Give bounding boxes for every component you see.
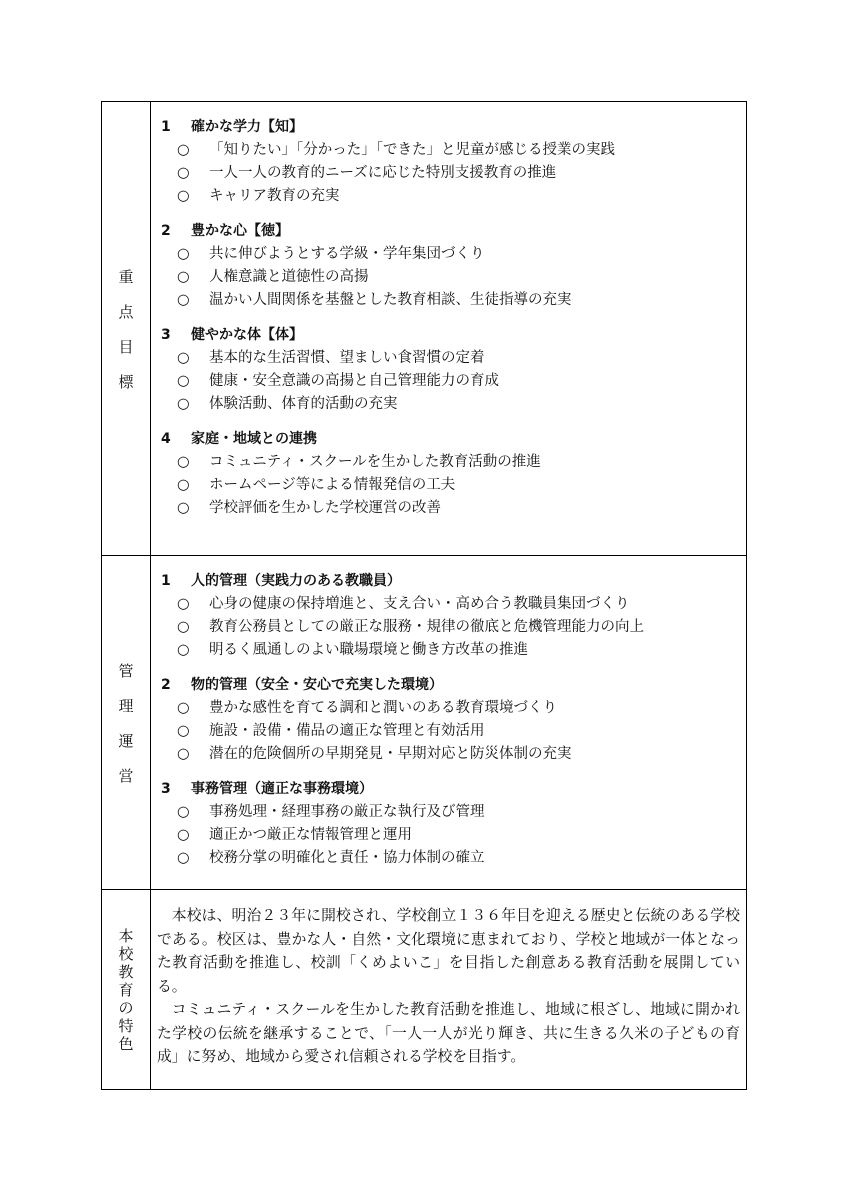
list-item [177,243,738,266]
list-item [177,743,738,766]
goals-row [102,102,747,556]
goals-item-list [161,139,738,208]
item-text: 心身の健康の保持増進と、支え合い・高め合う教職員集団づくり [209,596,630,612]
management-row [102,556,747,890]
item-text: 適正かつ厳正な情報管理と運用 [209,827,412,843]
management-label-char: 運 [118,731,134,750]
group-title: 豊かな心【徳】 [191,223,289,239]
group-number: 2 [161,223,171,239]
goals-label-char: 目 [118,337,134,356]
bullet-icon: ○ [177,500,190,516]
bullet-icon: ○ [177,642,190,658]
management-label-char: 管 [118,661,134,680]
goals-label-char: 標 [118,372,134,391]
list-item [177,289,738,312]
group-number: 1 [161,573,171,589]
bullet-icon: ○ [177,188,190,204]
management-item-list [161,697,738,766]
bullet-icon: ○ [177,350,190,366]
list-item [177,824,738,847]
item-text: 温かい人間関係を基盤とした教育相談、生徒指導の充実 [209,292,572,308]
features-label-char: の [118,998,134,1017]
list-item [177,347,738,370]
goals-group [161,428,738,520]
item-text: コミュニティ・スクールを生かした教育活動の推進 [209,454,541,470]
goals-item-list [161,451,738,520]
features-text [151,890,746,1085]
group-title: 事務管理（適正な事務環境） [191,781,373,797]
features-label-char: 特 [118,1016,134,1035]
management-group [161,570,738,662]
group-number: 3 [161,327,171,343]
item-text: 基本的な生活習慣、望ましい食習慣の定着 [209,350,485,366]
goals-group-heading [161,220,738,243]
list-item [177,266,738,289]
bullet-icon: ○ [177,454,190,470]
list-item [177,639,738,662]
bullet-icon: ○ [177,165,190,181]
item-text: 人権意識と道徳性の高揚 [209,269,369,285]
item-text: 体験活動、体育的活動の充実 [209,396,398,412]
list-item [177,370,738,393]
bullet-icon: ○ [177,619,190,635]
goals-group [161,324,738,416]
management-label-char: 理 [118,696,134,715]
goals-label-cell [102,102,151,556]
bullet-icon: ○ [177,850,190,866]
management-label-cell [102,556,151,890]
management-label-char: 営 [118,766,134,785]
bullet-icon: ○ [177,292,190,308]
bullet-icon: ○ [177,142,190,158]
goals-label [118,252,133,406]
goals-group [161,220,738,312]
item-text: 豊かな感性を育てる調和と潤いのある教育環境づくり [209,700,557,716]
group-title: 健やかな体【体】 [191,327,303,343]
features-content [151,890,747,1090]
features-row [102,890,747,1090]
management-group [161,674,738,766]
management-group [161,778,738,870]
item-text: 潜在的危険個所の早期発見・早期対応と防災体制の充実 [209,746,572,762]
features-label-char: 本 [118,926,134,945]
item-text: 事務処理・経理事務の厳正な執行及び管理 [209,804,485,820]
management-label [118,646,133,800]
features-label-char: 教 [118,962,134,981]
list-item [177,697,738,720]
bullet-icon: ○ [177,746,190,762]
features-label-char: 校 [118,944,134,963]
bullet-icon: ○ [177,700,190,716]
management-group-heading [161,778,738,801]
item-text: 施設・設備・備品の適正な管理と有効活用 [209,723,485,739]
list-item [177,847,738,870]
school-plan-table [101,101,747,1090]
bullet-icon: ○ [177,477,190,493]
management-group-heading [161,570,738,593]
goals-group-heading [161,116,738,139]
goals-item-list [161,347,738,416]
management-content [151,556,747,890]
group-title: 家庭・地域との連携 [191,431,317,447]
goals-group-heading [161,324,738,347]
goals-item-list [161,243,738,312]
list-item [177,139,738,162]
bullet-icon: ○ [177,723,190,739]
list-item [177,593,738,616]
item-text: 「知りたい」「分かった」「できた」と児童が感じる授業の実践 [209,142,615,158]
management-item-list [161,801,738,870]
group-title: 確かな学力【知】 [191,119,303,135]
features-paragraph: 本校は、明治２３年に開校され、学校創立１３６年目を迎える歴史と伝統のある学校である。校区は、豊かな人・自然・文化環境に恵まれており、学校と地域が一体となった教育活動を推進し、校訓「くめよいこ」を目指した創意ある教育活動を展開している。 [157,907,740,995]
item-text: 校務分掌の明確化と責任・協力体制の確立 [209,850,485,866]
list-item [177,162,738,185]
group-number: 2 [161,677,171,693]
item-text: 共に伸びようとする学級・学年集団づくり [209,246,485,262]
item-text: 教育公務員としての厳正な服務・規律の徹底と危機管理能力の向上 [209,619,644,635]
features-label [118,927,133,1053]
features-label-char: 育 [118,980,134,999]
group-number: 4 [161,431,171,447]
group-title: 物的管理（安全・安心で充実した環境） [191,677,443,693]
bullet-icon: ○ [177,396,190,412]
goals-group-heading [161,428,738,451]
features-paragraph: コミュニティ・スクールを生かした教育活動を推進し、地域に根ざし、地域に開かれた学校の伝統を継承することで、「一人一人が光り輝き、共に生きる久米の子どもの育成」に努め、地域から愛され信頼される学校を目指す。 [157,1001,740,1065]
bullet-icon: ○ [177,373,190,389]
list-item [177,497,738,520]
management-item-list [161,593,738,662]
list-item [177,393,738,416]
goals-group [161,116,738,208]
group-number: 1 [161,119,171,135]
goals-label-char: 重 [118,267,134,286]
list-item [177,801,738,824]
list-item [177,474,738,497]
goals-content [151,102,747,556]
bullet-icon: ○ [177,804,190,820]
bullet-icon: ○ [177,246,190,262]
item-text: 学校評価を生かした学校運営の改善 [209,500,441,516]
item-text: ホームページ等による情報発信の工夫 [209,477,456,493]
group-number: 3 [161,781,171,797]
list-item [177,616,738,639]
item-text: キャリア教育の充実 [209,188,340,204]
list-item [177,185,738,208]
group-title: 人的管理（実践力のある教職員） [191,573,401,589]
item-text: 明るく風通しのよい職場環境と働き方改革の推進 [209,642,528,658]
item-text: 一人一人の教育的ニーズに応じた特別支援教育の推進 [209,165,557,181]
list-item [177,451,738,474]
list-item [177,720,738,743]
item-text: 健康・安全意識の高揚と自己管理能力の育成 [209,373,499,389]
features-label-cell [102,890,151,1090]
bullet-icon: ○ [177,596,190,612]
features-label-char: 色 [118,1034,134,1053]
management-group-heading [161,674,738,697]
goals-label-char: 点 [118,302,134,321]
bullet-icon: ○ [177,827,190,843]
bullet-icon: ○ [177,269,190,285]
